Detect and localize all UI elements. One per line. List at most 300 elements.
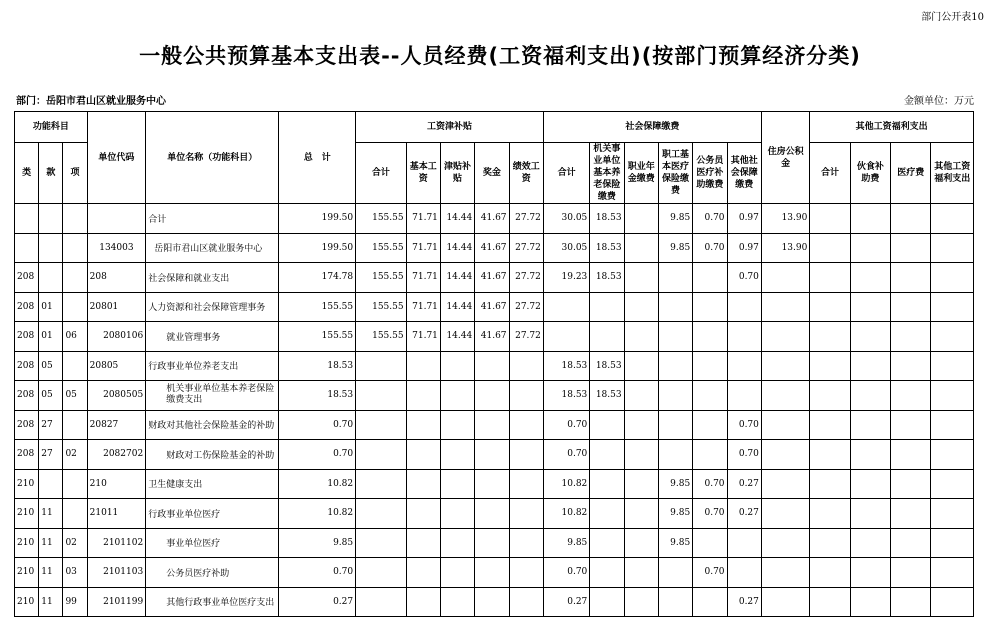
cell-wage_sum [356,410,406,440]
table-row [15,469,974,499]
header-social-group: 社会保障缴费 [543,112,761,143]
header-func-subject: 功能科目 [15,112,88,143]
cell-name: 就业管理事务 [146,322,279,352]
cell-o_sum [810,263,850,293]
table-row [15,587,974,617]
cell-bonus: 41.67 [475,204,509,234]
cell-housing [761,351,809,381]
header-meal: 伙食补助费 [850,143,890,204]
cell-allow [440,469,474,499]
cell-o_sum [810,351,850,381]
cell-meal [850,233,890,263]
cell-annuity [624,233,658,263]
cell-o_other [931,322,974,352]
cell-total: 10.82 [279,469,356,499]
cell-xiang: 02 [63,440,87,470]
cell-o_sum [810,558,850,588]
cell-housing [761,292,809,322]
cell-code: 20805 [87,351,146,381]
cell-o_other [931,263,974,293]
header-allowance: 津贴补贴 [440,143,474,204]
cell-annuity [624,469,658,499]
cell-soc_sum: 10.82 [543,499,589,529]
cell-o_sum [810,410,850,440]
cell-lei: 208 [15,292,39,322]
cell-medical: 9.85 [658,469,692,499]
cell-other_soc: 0.27 [727,499,761,529]
cell-wage_sum: 155.55 [356,292,406,322]
cell-total: 0.70 [279,558,356,588]
cell-xiang: 03 [63,558,87,588]
cell-basic: 71.71 [406,322,440,352]
cell-total: 18.53 [279,381,356,411]
cell-meal [850,528,890,558]
cell-other_soc: 0.97 [727,233,761,263]
cell-housing [761,381,809,411]
cell-o_sum [810,292,850,322]
cell-pension [590,440,624,470]
cell-meal [850,263,890,293]
cell-allow: 14.44 [440,263,474,293]
table-row [15,528,974,558]
cell-wage_sum [356,469,406,499]
cell-code: 2080505 [87,381,146,411]
cell-xiang [63,499,87,529]
cell-housing [761,558,809,588]
header-total: 总 计 [279,112,356,204]
cell-code: 2101103 [87,558,146,588]
cell-total: 155.55 [279,292,356,322]
cell-kuan: 01 [39,292,63,322]
cell-soc_sum [543,322,589,352]
cell-allow [440,587,474,617]
cell-other_soc: 0.27 [727,469,761,499]
cell-basic [406,440,440,470]
cell-total: 0.70 [279,440,356,470]
cell-merit [509,410,543,440]
cell-xiang: 02 [63,528,87,558]
cell-soc_sum [543,292,589,322]
cell-soc_sum: 18.53 [543,351,589,381]
cell-merit: 27.72 [509,204,543,234]
cell-medical: 9.85 [658,204,692,234]
cell-wage_sum: 155.55 [356,204,406,234]
cell-housing: 13.90 [761,204,809,234]
cell-medfee [891,469,931,499]
cell-code: 21011 [87,499,146,529]
cell-code: 2082702 [87,440,146,470]
cell-lei [15,204,39,234]
cell-merit [509,469,543,499]
cell-allow [440,381,474,411]
cell-annuity [624,528,658,558]
cell-merit [509,558,543,588]
cell-lei: 210 [15,558,39,588]
header-annuity: 职业年金缴费 [624,143,658,204]
cell-wage_sum: 155.55 [356,233,406,263]
cell-basic [406,351,440,381]
cell-soc_sum: 0.70 [543,440,589,470]
cell-medical [658,440,692,470]
header-housing: 住房公积金 [761,112,809,204]
cell-medfee [891,233,931,263]
cell-merit: 27.72 [509,233,543,263]
cell-o_other [931,440,974,470]
cell-wage_sum: 155.55 [356,263,406,293]
cell-lei: 210 [15,469,39,499]
cell-medfee [891,528,931,558]
cell-medfee [891,440,931,470]
cell-medfee [891,410,931,440]
header-unit-code: 单位代码 [87,112,146,204]
cell-o_other [931,351,974,381]
cell-bonus [475,558,509,588]
cell-soc_sum: 19.23 [543,263,589,293]
cell-meal [850,351,890,381]
cell-name: 财政对其他社会保险基金的补助 [146,410,279,440]
cell-merit [509,440,543,470]
cell-housing [761,499,809,529]
cell-pension: 18.53 [590,233,624,263]
cell-civil [693,528,727,558]
cell-xiang [63,410,87,440]
cell-bonus: 41.67 [475,322,509,352]
cell-o_sum [810,322,850,352]
cell-kuan [39,469,63,499]
cell-annuity [624,558,658,588]
cell-kuan: 11 [39,558,63,588]
cell-medfee [891,292,931,322]
cell-civil [693,263,727,293]
cell-kuan: 05 [39,381,63,411]
cell-pension [590,587,624,617]
cell-wage_sum [356,558,406,588]
cell-total: 199.50 [279,233,356,263]
cell-housing [761,469,809,499]
cell-kuan: 01 [39,322,63,352]
cell-code: 2101102 [87,528,146,558]
cell-xiang [63,263,87,293]
cell-name: 事业单位医疗 [146,528,279,558]
cell-pension [590,322,624,352]
cell-kuan: 11 [39,587,63,617]
cell-annuity [624,440,658,470]
cell-medical [658,410,692,440]
cell-basic [406,499,440,529]
cell-code: 2080106 [87,322,146,352]
cell-xiang [63,292,87,322]
cell-o_sum [810,499,850,529]
header-basic-wage: 基本工资 [406,143,440,204]
cell-annuity [624,381,658,411]
cell-civil: 0.70 [693,558,727,588]
cell-code: 20827 [87,410,146,440]
cell-o_other [931,381,974,411]
cell-kuan: 27 [39,410,63,440]
cell-code: 134003 [87,233,146,263]
cell-pension: 18.53 [590,263,624,293]
cell-lei: 208 [15,263,39,293]
cell-xiang [63,233,87,263]
cell-allow: 14.44 [440,204,474,234]
cell-soc_sum: 9.85 [543,528,589,558]
cell-lei: 208 [15,440,39,470]
cell-total: 10.82 [279,499,356,529]
cell-pension: 18.53 [590,351,624,381]
table-row [15,322,974,352]
cell-kuan [39,204,63,234]
cell-civil [693,292,727,322]
cell-bonus [475,587,509,617]
header-other-sum: 合计 [810,143,850,204]
cell-lei: 210 [15,499,39,529]
cell-other_soc [727,528,761,558]
cell-pension [590,528,624,558]
cell-medfee [891,381,931,411]
cell-merit [509,381,543,411]
cell-o_sum [810,381,850,411]
cell-civil [693,381,727,411]
table-row [15,233,974,263]
table-number-label: 部门公开表10 [921,12,984,23]
cell-annuity [624,292,658,322]
cell-basic [406,558,440,588]
header-med-fee: 医疗费 [891,143,931,204]
cell-allow [440,440,474,470]
header-bonus: 奖金 [475,143,509,204]
cell-o_other [931,292,974,322]
cell-pension [590,292,624,322]
cell-meal [850,381,890,411]
cell-meal [850,292,890,322]
cell-wage_sum [356,499,406,529]
cell-wage_sum [356,440,406,470]
table-row [15,499,974,529]
cell-soc_sum: 0.70 [543,410,589,440]
cell-allow [440,410,474,440]
cell-xiang: 06 [63,322,87,352]
cell-total: 9.85 [279,528,356,558]
cell-name: 卫生健康支出 [146,469,279,499]
cell-housing [761,322,809,352]
cell-o_other [931,587,974,617]
table-row [15,410,974,440]
cell-xiang: 05 [63,381,87,411]
cell-meal [850,322,890,352]
cell-bonus [475,410,509,440]
cell-meal [850,410,890,440]
cell-medical [658,381,692,411]
cell-civil: 0.70 [693,204,727,234]
cell-total: 18.53 [279,351,356,381]
cell-housing [761,528,809,558]
cell-total: 174.78 [279,263,356,293]
cell-meal [850,587,890,617]
cell-other_soc [727,322,761,352]
cell-pension [590,499,624,529]
cell-annuity [624,204,658,234]
cell-soc_sum: 0.70 [543,558,589,588]
cell-name: 财政对工伤保险基金的补助 [146,440,279,470]
cell-housing: 13.90 [761,233,809,263]
cell-annuity [624,263,658,293]
cell-bonus [475,499,509,529]
cell-pension [590,410,624,440]
cell-bonus [475,440,509,470]
cell-o_other [931,528,974,558]
header-other-group: 其他工资福利支出 [810,112,974,143]
cell-allow [440,528,474,558]
cell-merit: 27.72 [509,322,543,352]
cell-xiang [63,469,87,499]
cell-merit [509,351,543,381]
cell-annuity [624,410,658,440]
cell-wage_sum [356,381,406,411]
cell-housing [761,263,809,293]
cell-bonus: 41.67 [475,263,509,293]
cell-o_sum [810,440,850,470]
cell-name: 公务员医疗补助 [146,558,279,588]
cell-name: 行政事业单位养老支出 [146,351,279,381]
cell-kuan [39,263,63,293]
table-row [15,204,974,234]
cell-o_other [931,233,974,263]
header-pension: 机关事业单位基本养老保险缴费 [590,143,624,204]
cell-o_sum [810,469,850,499]
cell-basic: 71.71 [406,292,440,322]
header-lei: 类 [15,143,39,204]
cell-soc_sum: 30.05 [543,233,589,263]
cell-civil [693,410,727,440]
department-label: 部门：岳阳市君山区就业服务中心 [16,96,166,107]
cell-lei: 210 [15,587,39,617]
cell-merit [509,499,543,529]
cell-medfee [891,204,931,234]
cell-basic: 71.71 [406,263,440,293]
cell-soc_sum: 18.53 [543,381,589,411]
header-merit-wage: 绩效工资 [509,143,543,204]
cell-annuity [624,499,658,529]
page-title: 一般公共预算基本支出表--人员经费(工资福利支出)(按部门预算经济分类) [139,44,861,68]
cell-kuan: 27 [39,440,63,470]
cell-pension: 18.53 [590,204,624,234]
cell-code [87,204,146,234]
cell-medfee [891,558,931,588]
cell-medical [658,292,692,322]
cell-wage_sum [356,587,406,617]
cell-name: 其他行政事业单位医疗支出 [146,587,279,617]
cell-kuan: 11 [39,499,63,529]
cell-soc_sum: 10.82 [543,469,589,499]
header-other-welfare: 其他工资福利支出 [931,143,974,204]
cell-lei: 208 [15,322,39,352]
cell-name: 机关事业单位基本养老保险缴费支出 [146,381,279,411]
budget-table [14,111,974,617]
cell-o_other [931,204,974,234]
cell-housing [761,587,809,617]
cell-other_soc [727,558,761,588]
cell-other_soc [727,292,761,322]
cell-basic [406,410,440,440]
cell-civil [693,440,727,470]
cell-bonus: 41.67 [475,233,509,263]
cell-meal [850,558,890,588]
header-other-social: 其他社会保障缴费 [727,143,761,204]
cell-basic [406,381,440,411]
cell-total: 199.50 [279,204,356,234]
cell-annuity [624,351,658,381]
cell-o_sum [810,528,850,558]
amount-unit-label: 金额单位：万元 [904,96,974,107]
cell-bonus: 41.67 [475,292,509,322]
cell-lei: 208 [15,381,39,411]
header-unit-name: 单位名称（功能科目） [146,112,279,204]
table-row [15,381,974,411]
cell-name: 社会保障和就业支出 [146,263,279,293]
header-wage-group: 工资津补贴 [356,112,544,143]
cell-merit: 27.72 [509,292,543,322]
cell-o_other [931,558,974,588]
cell-allow: 14.44 [440,322,474,352]
cell-lei: 208 [15,410,39,440]
cell-xiang [63,351,87,381]
cell-xiang [63,204,87,234]
cell-soc_sum: 0.27 [543,587,589,617]
cell-allow: 14.44 [440,233,474,263]
cell-code: 210 [87,469,146,499]
cell-civil [693,322,727,352]
cell-name: 合计 [146,204,279,234]
cell-medical [658,558,692,588]
cell-total: 0.70 [279,410,356,440]
cell-lei: 210 [15,528,39,558]
cell-basic [406,587,440,617]
cell-civil: 0.70 [693,499,727,529]
header-civil-medical: 公务员医疗补助缴费 [693,143,727,204]
cell-annuity [624,587,658,617]
cell-meal [850,204,890,234]
cell-pension: 18.53 [590,381,624,411]
cell-soc_sum: 30.05 [543,204,589,234]
cell-meal [850,469,890,499]
cell-total: 155.55 [279,322,356,352]
header-kuan: 款 [39,143,63,204]
cell-bonus [475,469,509,499]
cell-o_other [931,410,974,440]
cell-basic [406,469,440,499]
cell-basic: 71.71 [406,233,440,263]
cell-allow: 14.44 [440,292,474,322]
cell-meal [850,499,890,529]
cell-other_soc: 0.27 [727,587,761,617]
cell-medfee [891,587,931,617]
cell-other_soc: 0.70 [727,440,761,470]
cell-annuity [624,322,658,352]
cell-o_sum [810,233,850,263]
cell-o_sum [810,587,850,617]
cell-allow [440,351,474,381]
cell-other_soc: 0.70 [727,263,761,293]
cell-other_soc [727,351,761,381]
cell-medical [658,587,692,617]
cell-merit: 27.72 [509,263,543,293]
cell-bonus [475,381,509,411]
cell-basic: 71.71 [406,204,440,234]
cell-merit [509,587,543,617]
cell-medical: 9.85 [658,233,692,263]
cell-civil: 0.70 [693,469,727,499]
table-row [15,292,974,322]
